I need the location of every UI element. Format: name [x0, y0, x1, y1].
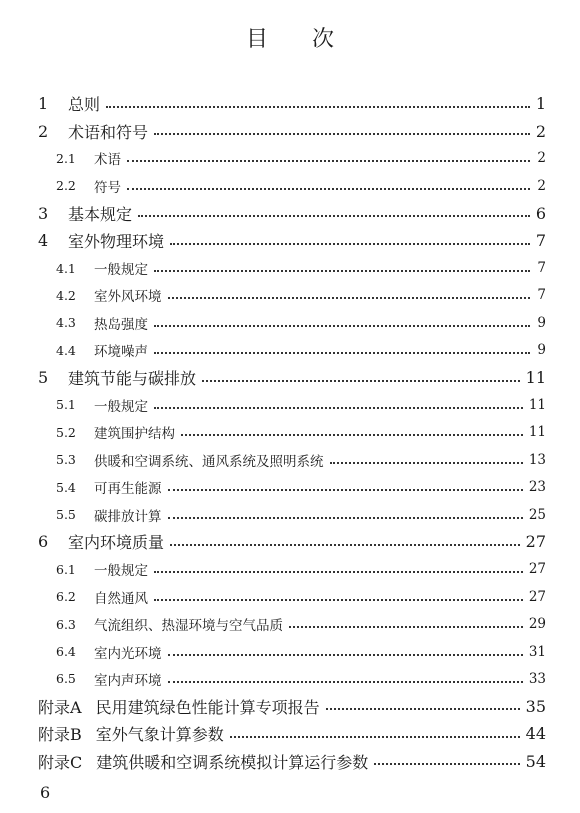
toc-leader-dots	[127, 188, 530, 190]
toc-entry-page: 27	[525, 532, 546, 552]
toc-entry-label: 室内光环境	[94, 645, 162, 662]
toc-leader-dots	[154, 407, 523, 409]
toc-entry-number: 4.2	[56, 287, 76, 303]
toc-leader-dots	[168, 654, 523, 656]
toc-entry-page: 27	[528, 561, 546, 578]
toc-entry-label: 室内声环境	[94, 672, 162, 689]
toc-entry-page: 2	[535, 121, 546, 141]
toc-entry[interactable]	[38, 90, 546, 117]
toc-entry-page: 35	[525, 696, 546, 716]
toc-leader-dots	[127, 160, 530, 162]
toc-entry[interactable]	[38, 693, 546, 720]
toc-entry[interactable]	[38, 391, 546, 418]
toc-entry[interactable]	[38, 610, 546, 637]
toc-entry-number: 5.4	[56, 479, 76, 495]
toc-entry-page: 7	[537, 287, 546, 304]
toc-entry[interactable]	[38, 172, 546, 199]
toc-leader-dots	[154, 352, 530, 354]
toc-entry-number: 6.4	[56, 644, 76, 659]
toc-entry-number: 4.4	[56, 342, 76, 358]
toc-entry-number: 附录C	[38, 752, 83, 772]
toc-entry-label: 环境噪声	[94, 344, 148, 361]
toc-entry-number: 6.3	[56, 616, 76, 632]
toc-entry-label: 室外物理环境	[68, 232, 165, 252]
toc-title-char-1: 目	[245, 27, 268, 52]
toc-entry-label: 气流组织、热湿环境与空气品质	[94, 618, 283, 635]
toc-entry-page: 6	[535, 203, 546, 223]
toc-leader-dots	[168, 489, 523, 491]
toc-leader-dots	[168, 517, 523, 519]
toc-entry[interactable]	[38, 227, 546, 254]
toc-leader-dots	[106, 106, 530, 108]
toc-leader-dots	[154, 325, 530, 327]
toc-entry-label: 一般规定	[94, 398, 148, 415]
toc-entry[interactable]	[38, 145, 546, 172]
toc-leader-dots	[330, 462, 523, 464]
toc-entry-label: 室外风环境	[94, 289, 162, 306]
toc-entry[interactable]	[38, 117, 546, 144]
toc-leader-dots	[168, 297, 531, 299]
toc-entry-page: 33	[528, 670, 546, 687]
toc-entry-number: 4.3	[56, 315, 76, 331]
toc-leader-dots	[230, 736, 520, 738]
toc-entry-page: 1	[535, 94, 546, 114]
toc-leader-dots	[181, 434, 523, 436]
toc-leader-dots	[168, 681, 523, 683]
toc-leader-dots	[170, 243, 530, 245]
toc-entry[interactable]	[38, 747, 546, 774]
toc-entry[interactable]	[38, 254, 546, 281]
toc-entry-number: 4.1	[56, 260, 76, 276]
toc-entry[interactable]	[38, 200, 546, 227]
toc-entry[interactable]	[38, 419, 546, 446]
toc-entry-page: 23	[528, 479, 546, 496]
toc-entry[interactable]	[38, 309, 546, 336]
toc-entry-label: 室外气象计算参数	[95, 725, 224, 745]
toc-entry[interactable]	[38, 556, 546, 583]
toc-entry-page: 11	[528, 424, 546, 441]
toc-leader-dots	[170, 544, 520, 546]
toc-entry-page: 2	[537, 150, 546, 167]
toc-entry-number: 5.2	[56, 424, 76, 440]
toc-entry-page: 44	[525, 724, 546, 744]
toc-entry-page: 27	[528, 588, 546, 605]
toc-entry-page: 31	[528, 643, 546, 660]
toc-entry-page: 9	[537, 342, 546, 359]
toc-entry-page: 7	[535, 231, 546, 251]
toc-entry-label: 民用建筑绿色性能计算专项报告	[95, 697, 320, 717]
toc-leader-dots	[326, 708, 520, 710]
toc-entry-number: 6.1	[56, 561, 76, 577]
toc-entry[interactable]	[38, 638, 546, 665]
toc-entry-label: 供暖和空调系统、通风系统及照明系统	[94, 453, 324, 470]
toc-entry[interactable]	[38, 446, 546, 473]
toc-entry[interactable]	[38, 720, 546, 747]
toc-entry[interactable]	[38, 665, 546, 692]
toc-leader-dots	[289, 626, 523, 628]
toc-entry-number: 6.2	[56, 589, 76, 605]
toc-entry-label: 碳排放计算	[94, 508, 162, 525]
toc-entry-number: 5	[38, 368, 49, 388]
toc-entry[interactable]	[38, 282, 546, 309]
toc-title	[0, 22, 580, 53]
toc-entry-number: 4	[38, 231, 49, 251]
toc-entry-label: 可再生能源	[94, 481, 162, 498]
toc-entry-number: 1	[38, 94, 49, 114]
toc-entry-label: 术语和符号	[68, 122, 149, 142]
toc-entry-number: 6	[38, 532, 49, 552]
toc-entry-label: 建筑围护结构	[94, 426, 175, 443]
toc-entry-page: 11	[528, 396, 546, 413]
toc-entry[interactable]	[38, 473, 546, 500]
toc-entry[interactable]	[38, 337, 546, 364]
toc-entry[interactable]	[38, 364, 546, 391]
toc-leader-dots	[202, 380, 520, 382]
toc-entry-number: 5.3	[56, 452, 76, 468]
toc-entry-number: 附录A	[38, 697, 82, 717]
toc-entry-label: 总则	[68, 95, 101, 115]
toc-entry-label: 自然通风	[94, 590, 148, 607]
toc-entry-page: 13	[528, 451, 546, 468]
toc-entry-page: 2	[537, 177, 546, 194]
toc-entry-page: 54	[525, 751, 546, 771]
toc-entry-number: 5.5	[56, 507, 76, 523]
toc-leader-dots	[154, 599, 523, 601]
toc-entry-page: 11	[525, 368, 546, 388]
toc-entry-number: 6.5	[56, 671, 76, 687]
toc-leader-dots	[138, 215, 530, 217]
table-of-contents	[38, 90, 546, 775]
toc-title-char-2: 次	[312, 27, 335, 52]
toc-entry-label: 基本规定	[68, 204, 133, 224]
toc-entry-number: 2.1	[56, 150, 76, 166]
toc-entry-page: 25	[528, 506, 546, 523]
toc-leader-dots	[154, 270, 530, 272]
toc-entry-label: 符号	[94, 179, 121, 196]
page-number: 6	[40, 783, 51, 802]
toc-entry-label: 室内环境质量	[68, 533, 165, 553]
toc-entry-number: 3	[38, 203, 49, 223]
toc-entry-number: 5.1	[56, 397, 76, 413]
toc-entry-label: 建筑节能与碳排放	[68, 369, 197, 389]
toc-entry-label: 一般规定	[94, 262, 148, 279]
toc-entry-label: 建筑供暖和空调系统模拟计算运行参数	[96, 752, 369, 772]
toc-leader-dots	[374, 763, 519, 765]
toc-entry[interactable]	[38, 528, 546, 555]
toc-entry-number: 2.2	[56, 178, 76, 194]
toc-entry-label: 热岛强度	[94, 316, 148, 333]
toc-entry[interactable]	[38, 501, 546, 528]
toc-entry-page: 29	[528, 616, 546, 633]
toc-entry-number: 2	[38, 121, 49, 141]
toc-entry-page: 7	[537, 260, 546, 277]
toc-leader-dots	[154, 571, 523, 573]
toc-entry[interactable]	[38, 583, 546, 610]
toc-leader-dots	[154, 133, 530, 135]
toc-entry-label: 术语	[94, 152, 121, 169]
toc-entry-number: 附录B	[38, 725, 82, 745]
toc-entry-label: 一般规定	[94, 563, 148, 580]
toc-entry-page: 9	[537, 314, 546, 331]
